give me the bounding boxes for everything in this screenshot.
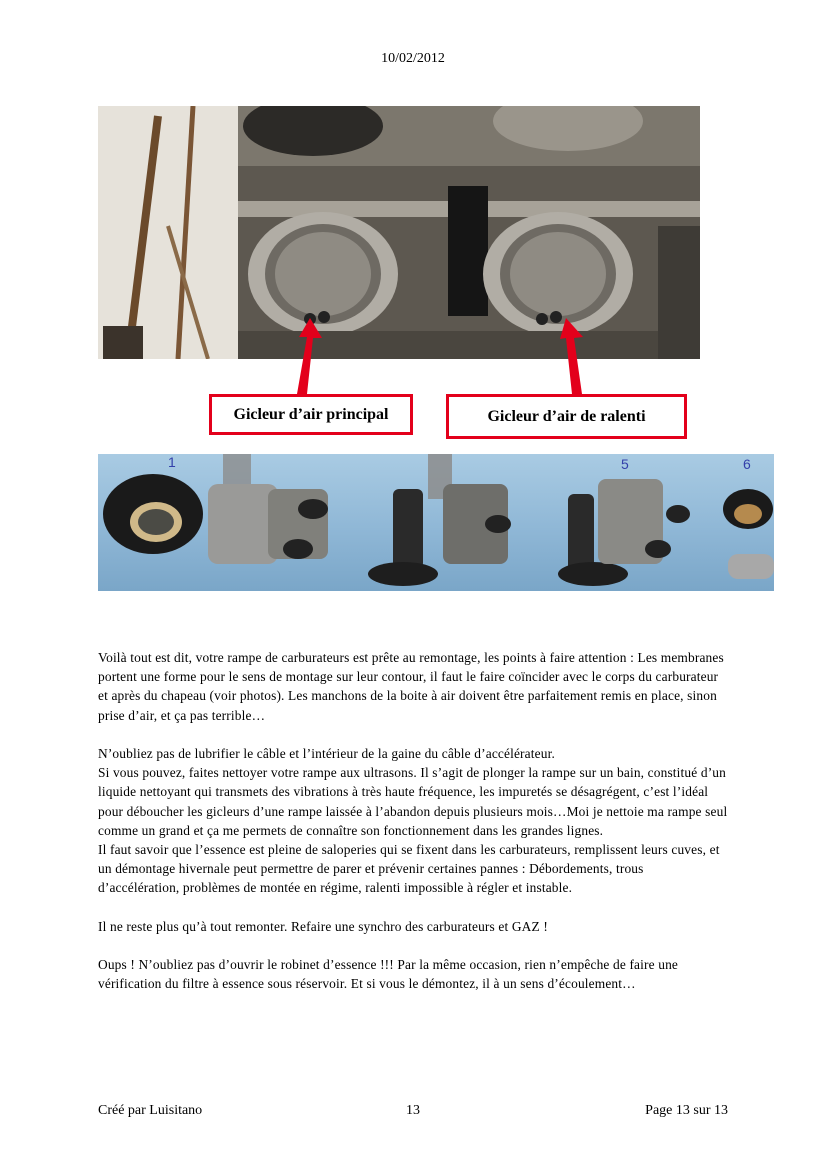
photo-part-label-6: 6 bbox=[743, 456, 751, 472]
footer-number: 13 bbox=[406, 1103, 420, 1118]
idle-air-jet-callout: Gicleur d’air de ralenti bbox=[446, 394, 687, 439]
paragraph-remonter: Il ne reste plus qu’à tout remonter. Refaire une synchro des carburateurs et GAZ ! bbox=[98, 918, 548, 934]
main-air-jet-callout: Gicleur d’air principal bbox=[209, 394, 413, 435]
footer-page: Page 13 sur 13 bbox=[645, 1103, 728, 1118]
paragraph-ultrasons: Si vous pouvez, faites nettoyer votre rampe aux ultrasons. Il s’agit de plonger la rampe sur un bain, constitué d’un liquide nettoyant qui transmets des vibrations à très haute fréquence, les impuretés se désagrégent, c’est l’idéal pour déboucher les gicleurs d’une rampe laissée à l’abandon depuis plusieurs mois…Moi je nettoie ma rampe seul comme un grand et ça me permets de connaître son fonctionnement dans les grandes lignes. bbox=[98, 765, 728, 838]
paragraph-essence: Il faut savoir que l’essence est pleine de saloperies qui se fixent dans les carburateurs, remplissent leurs cuves, et un démontage hivernale peut permettre de parer et prévenir certaines pannes : Débordements, trous d’accélération, problèmes de montée en régime, ralenti impossible à régler et instable. bbox=[98, 842, 720, 896]
body-text bbox=[98, 648, 728, 994]
header-date: 10/02/2012 bbox=[381, 51, 445, 66]
footer-author: Créé par Luisitano bbox=[98, 1103, 203, 1118]
carburetor-parts-photo bbox=[98, 454, 774, 591]
photo-part-label-1: 1 bbox=[168, 454, 176, 470]
carburetor-photo bbox=[98, 106, 700, 359]
paragraph-remontage: Voilà tout est dit, votre rampe de carburateurs est prête au remontage, les points à faire attention : Les membranes portent une forme pour le sens de montage sur leur contour, il faut le faire coïncider avec le corps du carburateur et après du chapeau (voir photos). Les manchons de la boite à air doivent être parfaitement remis en place, sinon prise d’air, et ça pas terrible… bbox=[98, 650, 724, 723]
photo-part-label-5: 5 bbox=[621, 456, 629, 472]
paragraph-robinet: Oups ! N’oubliez pas d’ouvrir le robinet d’essence !!! Par la même occasion, rien n’empêche de faire une vérification du filtre à essence sous réservoir. Et si vous le démontez, il à un sens d’écoulement… bbox=[98, 957, 679, 992]
paragraph-lubrification: N’oubliez pas de lubrifier le câble et l’intérieur de la gaine du câble d’accélérateur. bbox=[98, 746, 555, 761]
